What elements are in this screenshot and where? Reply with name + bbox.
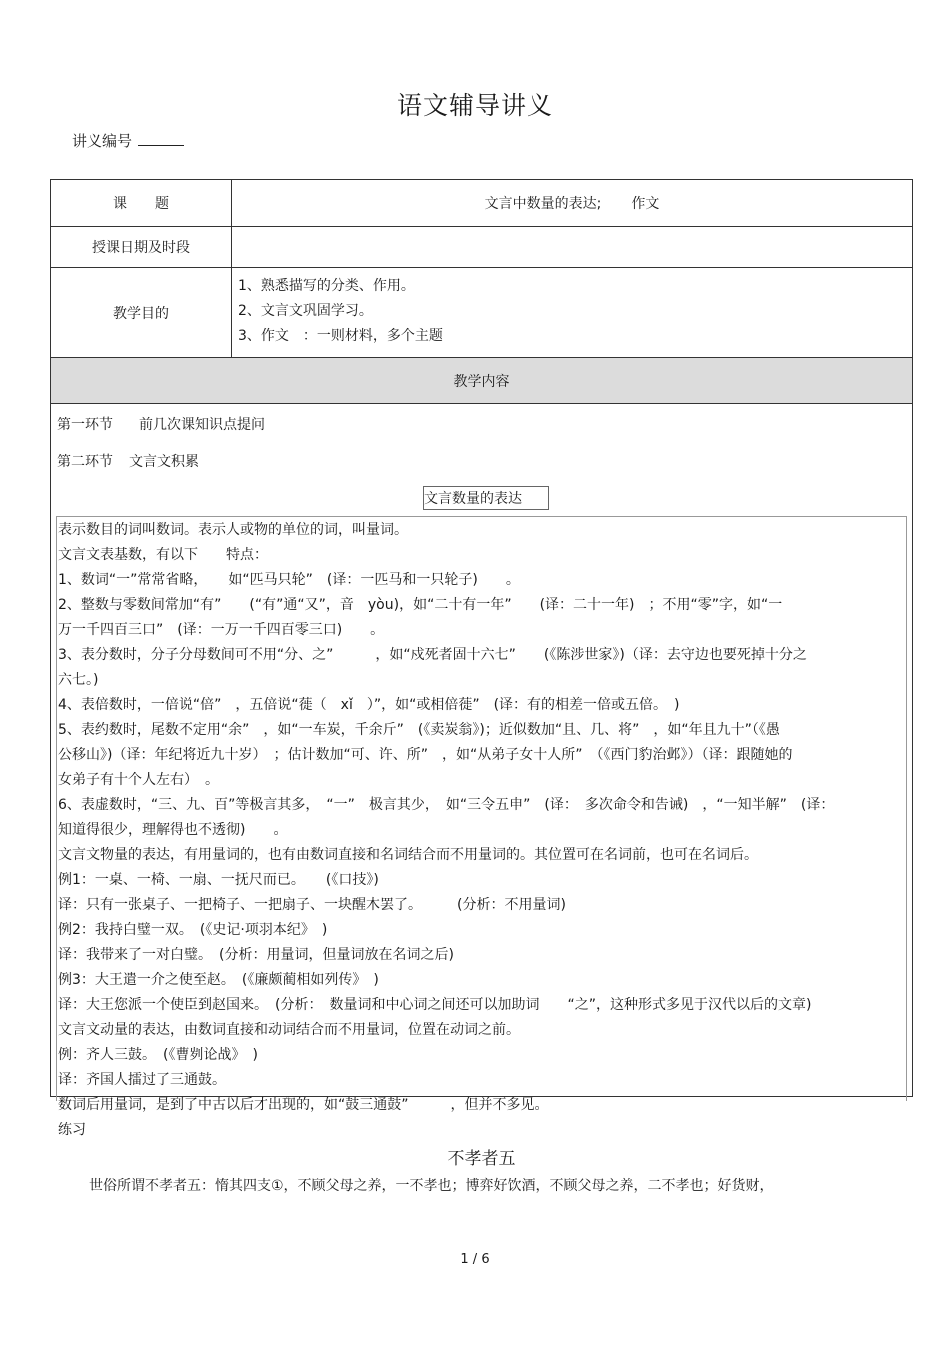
body-box <box>56 516 907 1194</box>
doc-number <box>72 130 184 151</box>
body-line: 3、表分数时，分子分母数间可不用“分、之” ，如“戍死者固十六七” (《陈涉世家》)（译：去守边也要死掉十分之 <box>58 647 807 663</box>
body-line: 数词后用量词，是到了中古以后才出现的，如“鼓三通鼓” ，但并不多见。 <box>58 1097 549 1113</box>
goal-item: 1、熟悉描写的分类、作用。 <box>238 278 415 294</box>
body-line: 6、表虚数时，“三、九、百”等极言其多， “一” 极言其少， 如“三令五申” (译： 多次命令和告诫) ，“一知半解” (译： <box>58 797 835 813</box>
topic-value <box>232 180 912 226</box>
content-area <box>51 404 912 1194</box>
body-line: 知道得很少，理解得也不透彻) 。 <box>58 822 288 838</box>
body-line: 文言文物量的表达，有用量词的，也有由数词直接和名词结合而不用量词的。其位置可在名词前，也可在名词后。 <box>58 847 758 863</box>
goal-item: 2、文言文巩固学习。 <box>238 303 373 319</box>
goal-item: 3、作文 ：一则材料，多个主题 <box>238 328 443 344</box>
lesson-table <box>50 179 913 1194</box>
body-line: 例1：一桌、一椅、一扇、一抚尺而已。 (《口技》) <box>58 872 379 888</box>
body-line: 文言文动量的表达，由数词直接和动词结合而不用量词，位置在动词之前。 <box>58 1022 520 1038</box>
body-line: 1、数词“一”常常省略， 如“匹马只轮” (译：一匹马和一只轮子) 。 <box>58 572 520 588</box>
date-value <box>232 227 912 267</box>
body-line: 六七。) <box>58 672 99 688</box>
body-line: 译：我带来了一对白璧。 (分析：用量词，但量词放在名词之后) <box>58 947 454 963</box>
body-line: 例3：大王遣一介之使至赵。 (《廉颇蔺相如列传》 ) <box>58 972 379 988</box>
date-label: 授课日期及时段 <box>51 227 232 267</box>
body-line: 女弟子有十个人左右） 。 <box>58 772 219 788</box>
section-2 <box>57 451 199 471</box>
exercise-first-line: 世俗所谓不孝者五：惰其四支①，不顾父母之养，一不孝也；博弈好饮酒，不顾父母之养，二不孝也；好货财， <box>89 1178 774 1194</box>
body-line: 练习 <box>58 1122 86 1138</box>
doc-number-blank <box>138 131 184 146</box>
doc-number-label: 讲义编号 <box>72 132 133 150</box>
topic-value-1: 文言中数量的表达; <box>484 196 602 212</box>
topic-row <box>51 180 912 227</box>
content-header: 教学内容 <box>51 358 912 404</box>
goal-label: 教学目的 <box>51 268 232 357</box>
document-title: 语文辅导讲义 <box>396 91 553 120</box>
topic-value-2: 作文 <box>631 196 660 212</box>
body-line: 译：只有一张桌子、一把椅子、一把扇子、一块醒木罢了。 (分析：不用量词) <box>58 897 566 913</box>
body-line: 万一千四百三口” (译：一万一千四百零三口) 。 <box>58 622 385 638</box>
section-2-label: 第二环节 <box>57 454 113 470</box>
body-line: 5、表约数时，尾数不定用“余” ，如“一车炭，千余斤” (《卖炭翁》)；近似数加“且、几、将” ，如“年且九十”（《愚 <box>58 722 780 738</box>
section-1-label: 第一环节 <box>57 417 113 433</box>
section-1 <box>57 414 265 434</box>
body-line: 公移山》)（译：年纪将近九十岁） ；估计数加“可、许、所” ，如“从弟子女十人所” （《西门豹治邺》）（译：跟随她的 <box>58 747 793 763</box>
body-line: 表示数目的词叫数词。表示人或物的单位的词，叫量词。 <box>58 522 408 538</box>
body-lines <box>57 517 906 1143</box>
body-line: 文言文表基数，有以下 特点： <box>58 547 268 563</box>
date-row <box>51 227 912 268</box>
exercise-heading: 不孝者五 <box>447 1149 516 1169</box>
body-line: 译：大王您派一个使臣到赵国来。 (分析： 数量词和中心词之间还可以加助词 “之”，这种形式多见于汉代以后的文章) <box>58 997 812 1013</box>
section-1-text: 前几次课知识点提问 <box>139 417 265 433</box>
body-line: 例：齐人三鼓。 (《曹刿论战》 ) <box>58 1047 258 1063</box>
body-line: 译：齐国人擂过了三通鼓。 <box>58 1072 226 1088</box>
section-2-text: 文言文积累 <box>129 454 199 470</box>
goal-row <box>51 268 912 358</box>
topic-label: 课 题 <box>51 180 232 226</box>
body-line: 2、整数与零数间常加“有” (“有”通“又”，音 yòu)，如“二十有一年” (译：二十一年) ；不用“零”字，如“一 <box>58 597 783 613</box>
box-title: 文言数量的表达 <box>423 486 549 510</box>
goal-list <box>232 268 912 357</box>
page-number: 1 / 6 <box>460 1252 490 1267</box>
body-line: 4、表倍数时，一倍说“倍” ，五倍说“蓰（ xǐ ）”，如“或相倍蓰” (译：有的相差一倍或五倍。 ) <box>58 697 680 713</box>
body-line: 例2：我持白璧一双。 (《史记·项羽本纪》 ) <box>58 922 328 938</box>
